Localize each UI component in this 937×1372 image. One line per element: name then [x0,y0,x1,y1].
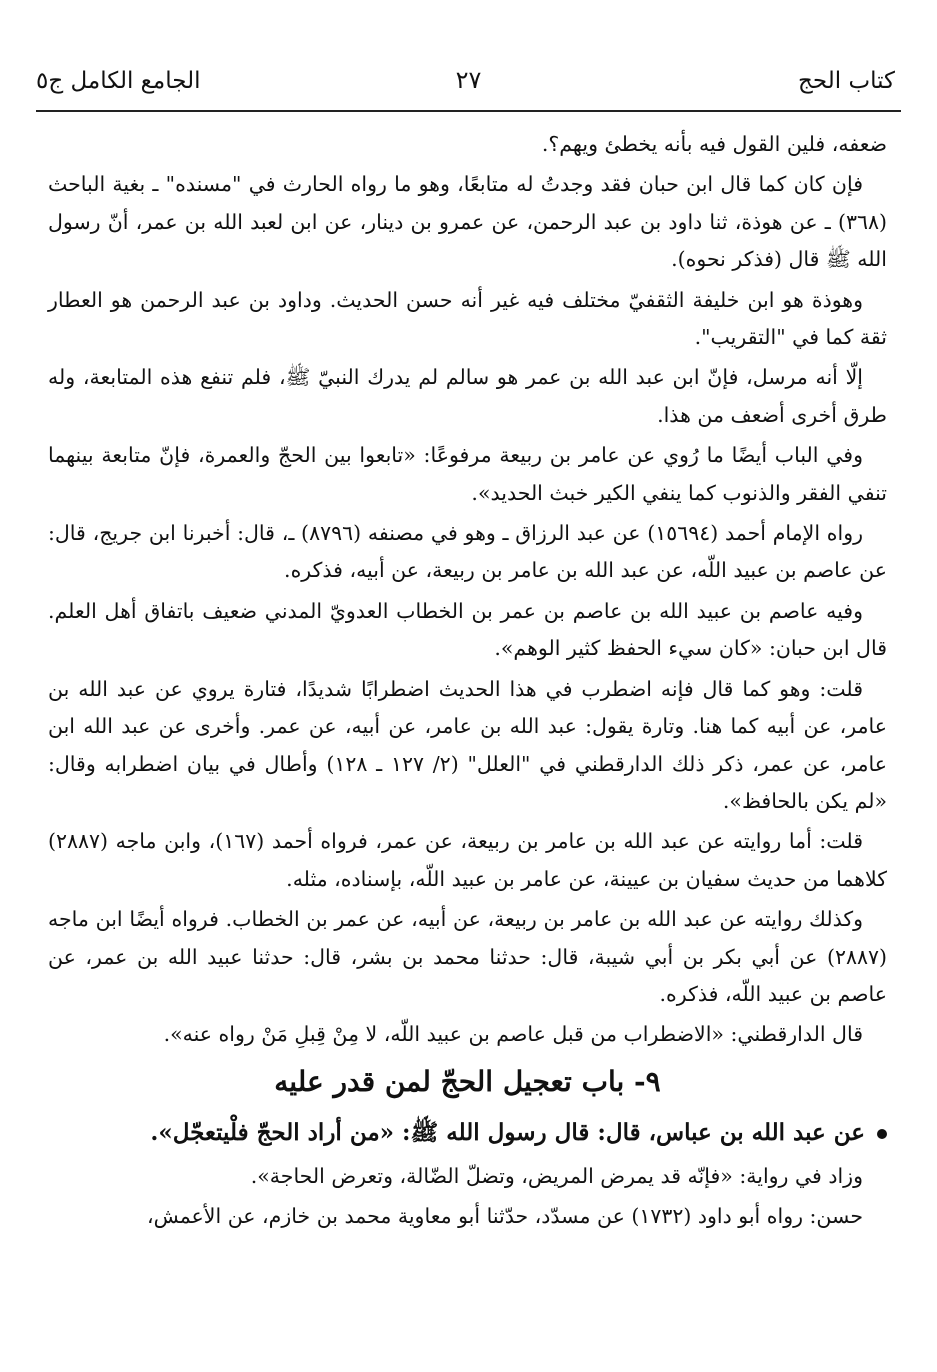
bullet-icon [877,1129,887,1139]
header-rule [36,110,901,112]
paragraph: رواه الإمام أحمد (١٥٦٩٤) عن عبد الرزاق ـ وهو في مصنفه (٨٧٩٦) ـ، قال: أخبرنا ابن جريج، قال: عن عاصم بن عبيد اللّه، عن عبد الله بن عامر بن ربيعة، عن أبيه، فذكره. [48,521,887,583]
page-body [48,126,887,1239]
paragraph: إلّا أنه مرسل، فإنّ ابن عبد الله بن عمر هو سالم لم يدرك النبيّ ﷺ، فلم تنفع هذه المتابعة، وله طرق أخرى أضعف من هذا. [48,365,887,427]
paragraph: قلت: وهو كما قال فإنه اضطرب في هذا الحديث اضطرابًا شديدًا، فتارة يروي عن عبد الله بن عامر، عن أبيه كما هنا. وتارة يقول: عبد الله بن عامر، عن أبيه، عن عمر. وأخرى عن عبد الله ابن عامر، عن عمر، ذكر ذلك الدارقطني في "العلل" (٢/ ١٢٧ ـ ١٢٨) وأطال في بيان اضطرابه وقال: «لم يكن بالحافظ». [48,676,887,813]
paragraph: وكذلك روايته عن عبد الله بن عامر بن ربيعة، عن أبيه، عن عمر بن الخطاب. فرواه أيضًا ابن ماجه (٢٨٨٧) عن أبي بكر بن أبي شيبة، قال: حدثنا محمد بن بشر، قال: حدثنا عبيد الله بن عمر، عن عاصم بن عبيد اللّه، فذكره. [48,907,887,1006]
hadith-body: عن عبد الله بن عباس، قال: قال رسول الله ﷺ: «من أراد الحجّ فلْيتعجّل». [150,1118,865,1146]
page-number: ٢٧ [455,66,482,94]
paragraph: وهوذة هو ابن خليفة الثقفيّ مختلف فيه غير أنه حسن الحديث. وداود بن عبد الرحمن هو العطار ثقة كما في "التقريب". [48,287,887,350]
paragraph: وفيه عاصم بن عبيد الله بن عاصم بن عمر بن الخطاب العدويّ المدني ضعيف باتفاق أهل العلم. قال ابن حبان: «كان سيء الحفظ كثير الوهم». [48,598,887,661]
hadith-text [48,1112,887,1154]
chapter-heading: ٩- باب تعجيل الحجّ لمن قدر عليه [274,1064,661,1098]
paragraph: وزاد في رواية: «فإنّه قد يمرض المريض، وتضلّ الضّالة، وتعرض الحاجة». [250,1163,863,1188]
paragraph: قال الدارقطني: «الاضطراب من قبل عاصم بن عبيد اللّه، لا مِنْ قِبلِ مَنْ رواه عنه». [163,1022,863,1047]
paragraph: حسن: رواه أبو داود (١٧٣٢) عن مسدّد، حدّثنا أبو معاوية محمد بن خازم، عن الأعمش، [146,1204,863,1229]
paragraph: فإن كان كما قال ابن حبان فقد وجدتُ له متابعًا، وهو ما رواه الحارث في "مسنده" ـ بغية الباحث (٣٦٨) ـ عن هوذة، ثنا داود بن عبد الرحمن، عن عمرو بن دينار، عن ابن لعبد الله بن عمر، أنّ رسول الله ﷺ قال (فذكر نحوه). [48,172,887,272]
book-title: كتاب الحج [798,68,895,94]
paragraph: ضعفه، فلين القول فيه بأنه يخطئ ويهم؟. [541,132,887,156]
paragraph: قلت: أما روايته عن عبد الله بن عامر بن ربيعة، عن عمر، فرواه أحمد (١٦٧)، وابن ماجه (٢٨٨٧) كلاهما من حديث سفيان بن عيينة، عن عامر بن عبيد اللّه، بإسناده، مثله. [48,829,887,891]
page-header [36,62,901,106]
paragraph: وفي الباب أيضًا ما رُوي عن عامر بن ربيعة مرفوعًا: «تابعوا بين الحجّ والعمرة، فإنّ متابعة بينهما تنفي الفقر والذنوب كما ينفي الكير خبث الحديد». [48,443,887,505]
volume-title: الجامع الكامل ج٥ [36,68,201,94]
